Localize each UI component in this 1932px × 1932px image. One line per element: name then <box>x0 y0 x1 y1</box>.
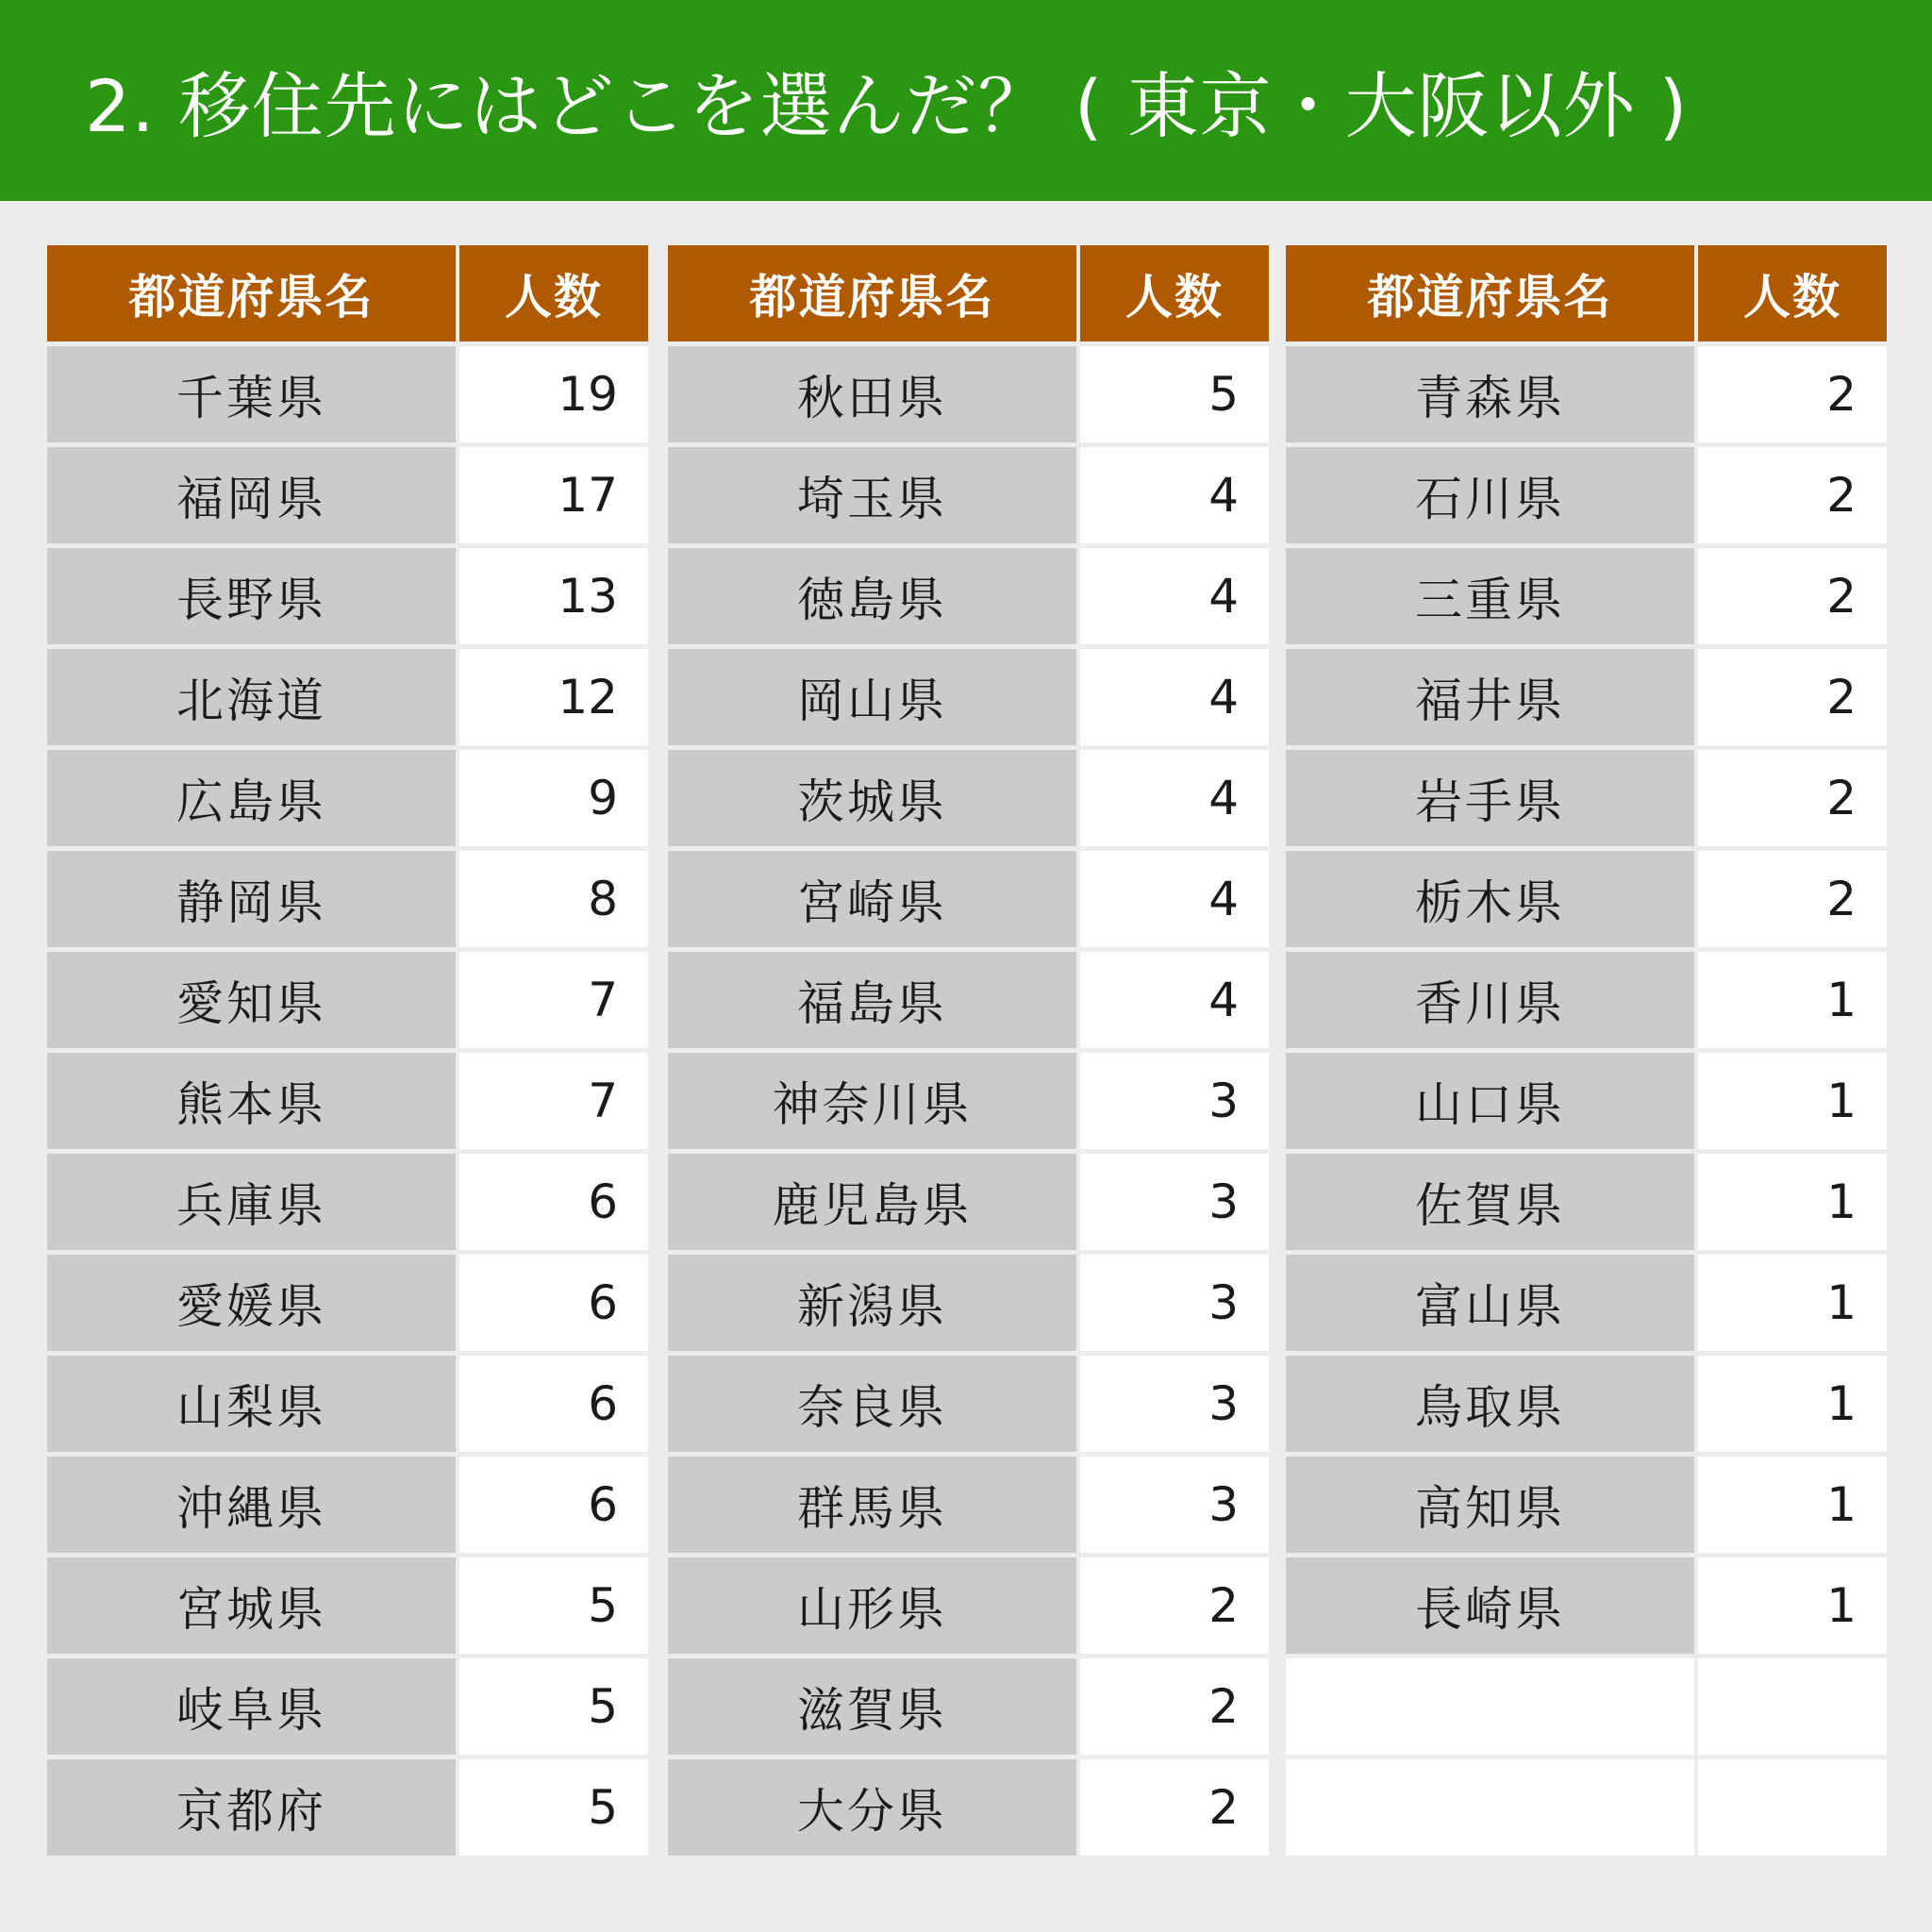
people-count-cell: 9 <box>459 750 648 846</box>
people-count-cell: 2 <box>1080 1658 1269 1755</box>
people-count-cell: 5 <box>459 1557 648 1654</box>
prefecture-name-cell: 栃木県 <box>1286 851 1698 947</box>
prefecture-name-cell: 山梨県 <box>47 1356 459 1452</box>
people-count-cell: 17 <box>459 447 648 543</box>
people-count-cell: 12 <box>459 649 648 745</box>
people-count-cell: 1 <box>1698 1053 1887 1149</box>
people-count-cell: 6 <box>459 1154 648 1250</box>
table-row <box>1286 1154 1887 1250</box>
table-row <box>47 548 648 644</box>
prefecture-name-cell: 長崎県 <box>1286 1557 1698 1654</box>
prefecture-name-cell <box>1286 1658 1698 1755</box>
table-row <box>47 952 648 1048</box>
people-count-cell: 4 <box>1080 447 1269 543</box>
prefecture-name-cell: 岡山県 <box>668 649 1080 745</box>
people-count-cell: 7 <box>459 1053 648 1149</box>
prefecture-name-cell: 静岡県 <box>47 851 459 947</box>
table-row <box>668 750 1269 846</box>
table-row <box>1286 1658 1887 1755</box>
table-row <box>668 649 1269 745</box>
table-header-row <box>668 245 1269 341</box>
prefecture-name-cell: 埼玉県 <box>668 447 1080 543</box>
column-header-prefecture: 都道府県名 <box>47 245 459 341</box>
people-count-cell: 2 <box>1698 649 1887 745</box>
people-count-cell: 1 <box>1698 1356 1887 1452</box>
people-count-cell: 1 <box>1698 1557 1887 1654</box>
table-row <box>1286 447 1887 543</box>
prefecture-name-cell: 秋田県 <box>668 346 1080 442</box>
prefecture-name-cell <box>1286 1759 1698 1856</box>
prefecture-name-cell: 沖縄県 <box>47 1457 459 1553</box>
table-row <box>1286 1255 1887 1351</box>
table-row <box>47 346 648 442</box>
table-row <box>1286 1053 1887 1149</box>
table-header-row <box>1286 245 1887 341</box>
people-count-cell: 2 <box>1698 548 1887 644</box>
column-header-count: 人数 <box>1080 245 1269 341</box>
prefecture-name-cell: 徳島県 <box>668 548 1080 644</box>
prefecture-name-cell: 京都府 <box>47 1759 459 1856</box>
people-count-cell: 4 <box>1080 548 1269 644</box>
table-row <box>668 548 1269 644</box>
people-count-cell: 6 <box>459 1356 648 1452</box>
prefecture-name-cell: 愛媛県 <box>47 1255 459 1351</box>
people-count-cell <box>1698 1658 1887 1755</box>
table-row <box>668 1457 1269 1553</box>
people-count-cell: 1 <box>1698 952 1887 1048</box>
prefecture-name-cell: 福島県 <box>668 952 1080 1048</box>
table-header-row <box>47 245 648 341</box>
table-row <box>47 1053 648 1149</box>
table-row <box>668 447 1269 543</box>
table-row <box>47 1457 648 1553</box>
prefecture-name-cell: 宮城県 <box>47 1557 459 1654</box>
prefecture-name-cell: 大分県 <box>668 1759 1080 1856</box>
prefecture-name-cell: 佐賀県 <box>1286 1154 1698 1250</box>
people-count-cell: 6 <box>459 1457 648 1553</box>
table-row <box>47 1759 648 1856</box>
people-count-cell: 1 <box>1698 1255 1887 1351</box>
people-count-cell <box>1698 1759 1887 1856</box>
table-row <box>47 447 648 543</box>
people-count-cell: 8 <box>459 851 648 947</box>
prefecture-table-1 <box>47 241 648 1860</box>
prefecture-table-3 <box>1286 241 1887 1860</box>
table-row <box>668 952 1269 1048</box>
prefecture-name-cell: 岩手県 <box>1286 750 1698 846</box>
prefecture-name-cell: 青森県 <box>1286 346 1698 442</box>
table-row <box>1286 649 1887 745</box>
column-header-prefecture: 都道府県名 <box>668 245 1080 341</box>
table-row <box>47 1255 648 1351</box>
prefecture-name-cell: 茨城県 <box>668 750 1080 846</box>
prefecture-name-cell: 高知県 <box>1286 1457 1698 1553</box>
prefecture-name-cell: 神奈川県 <box>668 1053 1080 1149</box>
table-row <box>1286 952 1887 1048</box>
column-header-count: 人数 <box>1698 245 1887 341</box>
title-banner <box>0 0 1932 201</box>
people-count-cell: 2 <box>1698 447 1887 543</box>
prefecture-name-cell: 奈良県 <box>668 1356 1080 1452</box>
prefecture-name-cell: 山形県 <box>668 1557 1080 1654</box>
table-row <box>668 1759 1269 1856</box>
prefecture-name-cell: 鳥取県 <box>1286 1356 1698 1452</box>
people-count-cell: 2 <box>1698 346 1887 442</box>
people-count-cell: 5 <box>459 1759 648 1856</box>
prefecture-name-cell: 兵庫県 <box>47 1154 459 1250</box>
prefecture-name-cell: 岐阜県 <box>47 1658 459 1755</box>
people-count-cell: 3 <box>1080 1053 1269 1149</box>
prefecture-name-cell: 愛知県 <box>47 952 459 1048</box>
prefecture-table-2 <box>668 241 1269 1860</box>
people-count-cell: 1 <box>1698 1154 1887 1250</box>
prefecture-name-cell: 熊本県 <box>47 1053 459 1149</box>
people-count-cell: 3 <box>1080 1255 1269 1351</box>
prefecture-name-cell: 香川県 <box>1286 952 1698 1048</box>
prefecture-name-cell: 新潟県 <box>668 1255 1080 1351</box>
table-row <box>1286 750 1887 846</box>
prefecture-name-cell: 三重県 <box>1286 548 1698 644</box>
prefecture-name-cell: 福井県 <box>1286 649 1698 745</box>
table-row <box>47 1154 648 1250</box>
people-count-cell: 4 <box>1080 851 1269 947</box>
prefecture-name-cell: 鹿児島県 <box>668 1154 1080 1250</box>
prefecture-name-cell: 群馬県 <box>668 1457 1080 1553</box>
people-count-cell: 2 <box>1698 750 1887 846</box>
people-count-cell: 2 <box>1698 851 1887 947</box>
people-count-cell: 19 <box>459 346 648 442</box>
table-row <box>668 346 1269 442</box>
table-row <box>668 1053 1269 1149</box>
table-row <box>47 649 648 745</box>
table-row <box>47 851 648 947</box>
prefecture-name-cell: 石川県 <box>1286 447 1698 543</box>
people-count-cell: 3 <box>1080 1457 1269 1553</box>
people-count-cell: 3 <box>1080 1154 1269 1250</box>
table-row <box>668 1154 1269 1250</box>
table-row <box>1286 1557 1887 1654</box>
people-count-cell: 4 <box>1080 649 1269 745</box>
people-count-cell: 13 <box>459 548 648 644</box>
table-row <box>47 1356 648 1452</box>
prefecture-name-cell: 宮崎県 <box>668 851 1080 947</box>
prefecture-name-cell: 広島県 <box>47 750 459 846</box>
table-row <box>668 1255 1269 1351</box>
column-header-count: 人数 <box>459 245 648 341</box>
prefecture-name-cell: 千葉県 <box>47 346 459 442</box>
people-count-cell: 1 <box>1698 1457 1887 1553</box>
table-row <box>668 1356 1269 1452</box>
table-row <box>1286 346 1887 442</box>
people-count-cell: 6 <box>459 1255 648 1351</box>
people-count-cell: 7 <box>459 952 648 1048</box>
prefecture-name-cell: 福岡県 <box>47 447 459 543</box>
people-count-cell: 2 <box>1080 1759 1269 1856</box>
prefecture-name-cell: 長野県 <box>47 548 459 644</box>
people-count-cell: 5 <box>1080 346 1269 442</box>
page-title: 2. 移住先にはどこを選んだ？ ( 東京・大阪以外 ) <box>85 64 1689 148</box>
table-row <box>668 851 1269 947</box>
table-row <box>47 1557 648 1654</box>
table-row <box>1286 548 1887 644</box>
people-count-cell: 4 <box>1080 952 1269 1048</box>
people-count-cell: 5 <box>459 1658 648 1755</box>
prefecture-name-cell: 北海道 <box>47 649 459 745</box>
people-count-cell: 4 <box>1080 750 1269 846</box>
table-row <box>1286 1457 1887 1553</box>
table-row <box>1286 851 1887 947</box>
table-row <box>1286 1759 1887 1856</box>
table-row <box>47 1658 648 1755</box>
prefecture-name-cell: 山口県 <box>1286 1053 1698 1149</box>
people-count-cell: 3 <box>1080 1356 1269 1452</box>
people-count-cell: 2 <box>1080 1557 1269 1654</box>
prefecture-name-cell: 富山県 <box>1286 1255 1698 1351</box>
table-row <box>668 1557 1269 1654</box>
column-header-prefecture: 都道府県名 <box>1286 245 1698 341</box>
prefecture-name-cell: 滋賀県 <box>668 1658 1080 1755</box>
table-row <box>668 1658 1269 1755</box>
table-row <box>1286 1356 1887 1452</box>
table-row <box>47 750 648 846</box>
